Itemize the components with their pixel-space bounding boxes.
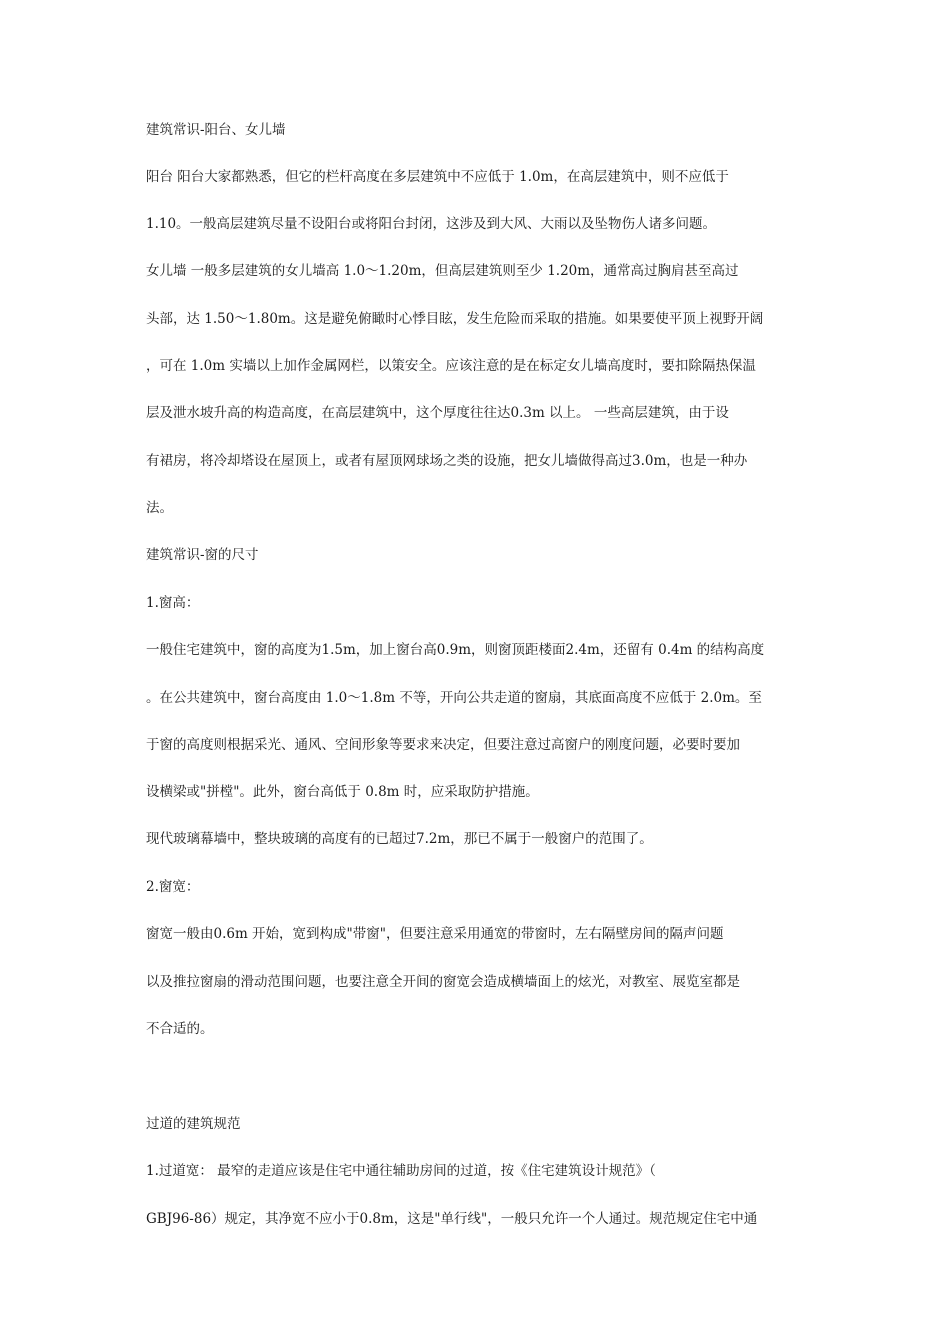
paragraph-line: GBJ96-86）规定，其净宽不应小于0.8m，这是"单行线"，一般只允许一个人通过。规范规定住宅中通 — [146, 1211, 758, 1227]
paragraph-line: ，可在 1.0m 实墙以上加作金属网栏，以策安全。应该注意的是在标定女儿墙高度时，要扣除隔热保温 — [146, 358, 756, 374]
paragraph-line: 有裙房，将冷却塔设在屋顶上，或者有屋顶网球场之类的设施，把女儿墙做得高过3.0m，也是一种办 — [146, 453, 748, 469]
subheading-window-width: 2.窗宽： — [146, 879, 200, 895]
subheading-window-height: 1.窗高： — [146, 595, 200, 611]
section-title-balcony-parapet: 建筑常识-阳台、女儿墙 — [146, 122, 286, 138]
paragraph-line: 设横梁或"拼樘"。此外，窗台高低于 0.8m 时，应采取防护措施。 — [146, 784, 539, 800]
paragraph-line: 1.10。一般高层建筑尽量不设阳台或将阳台封闭，这涉及到大风、大雨以及坠物伤人诸多问题。 — [146, 216, 717, 232]
paragraph-line: 女儿墙 一般多层建筑的女儿墙高 1.0～1.20m，但高层建筑则至少 1.20m，通常高过胸肩甚至高过 — [146, 263, 739, 279]
paragraph-line: 法。 — [146, 500, 173, 516]
paragraph-line: 层及泄水坡升高的构造高度，在高层建筑中，这个厚度往往达0.3m 以上。 一些高层建筑，由于设 — [146, 405, 729, 421]
paragraph-line: 1.过道宽： 最窄的走道应该是住宅中通往辅助房间的过道，按《住宅建筑设计规范》（ — [146, 1163, 656, 1179]
paragraph-line: 窗宽一般由0.6m 开始，宽到构成"带窗"，但要注意采用通宽的带窗时，左右隔壁房间的隔声问题 — [146, 926, 724, 942]
paragraph-line: 。在公共建筑中，窗台高度由 1.0～1.8m 不等，开向公共走道的窗扇，其底面高度不应低于 2.0m。至 — [146, 690, 762, 706]
paragraph-line: 头部，达 1.50～1.80m。这是避免俯瞰时心悸目眩，发生危险而采取的措施。如果要使平顶上视野开阔 — [146, 311, 764, 327]
paragraph-line: 现代玻璃幕墙中，整块玻璃的高度有的已超过7.2m，那已不属于一般窗户的范围了。 — [146, 831, 653, 847]
section-title-window-size: 建筑常识-窗的尺寸 — [146, 547, 259, 563]
paragraph-line: 阳台 阳台大家都熟悉，但它的栏杆高度在多层建筑中不应低于 1.0m，在高层建筑中，则不应低于 — [146, 169, 729, 185]
paragraph-line: 一般住宅建筑中，窗的高度为1.5m，加上窗台高0.9m，则窗顶距楼面2.4m，还留有 0.4m 的结构高度 — [146, 642, 765, 658]
paragraph-line: 不合适的。 — [146, 1021, 214, 1037]
section-title-corridor: 过道的建筑规范 — [146, 1116, 241, 1132]
paragraph-line: 以及推拉窗扇的滑动范围问题，也要注意全开间的窗宽会造成横墙面上的炫光，对教室、展览室都是 — [146, 974, 740, 990]
paragraph-line: 于窗的高度则根据采光、通风、空间形象等要求来决定，但要注意过高窗户的刚度问题，必要时要加 — [146, 737, 740, 753]
